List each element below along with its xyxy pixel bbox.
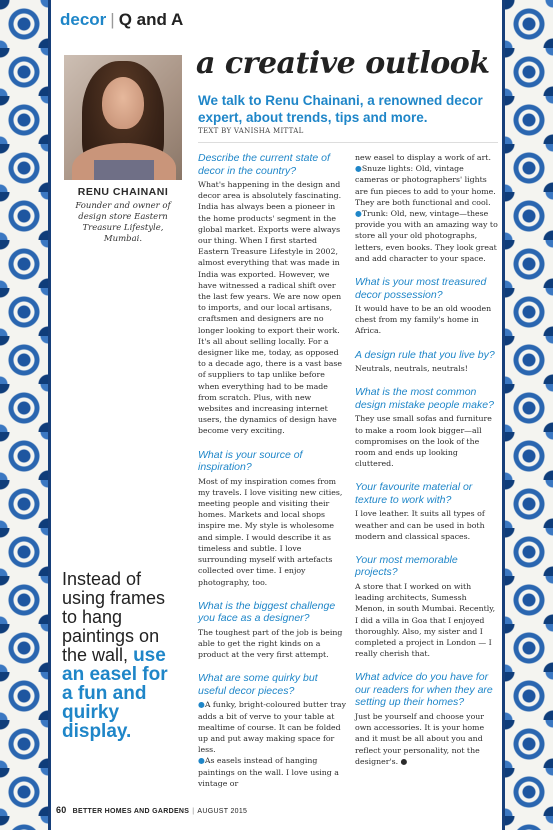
answer-bullet: ● Snuze lights: Old, vintage cameras or photographers' lights are fun pieces to add to your home. They are both functional and cool. xyxy=(355,163,498,208)
section-separator: | xyxy=(110,10,115,29)
answer: It would have to be an old wooden chest from my family's home in Africa. xyxy=(355,304,492,336)
answer: What's happening in the design and decor area is absolutely fascinating. India has always been a pioneer in the home products' segment in the global market. Exports were always our thing. When I first started Eastern Treasure Lifestyle in 2002, almost everything that was made in India was exported. However, we have witnessed a radical shift over the last few years. We are now open to imports, and our local artisans, craftsmen and designers are no longer looking to export their work. It's all about selling locally. For a designer like me, today, as opposed to a decade ago, there is a vast base of suppliers to tap unlike before when everything had to be made from scratch. Plus, with new websites and increasing internet users, the dynamics of design have become very exciting. xyxy=(198,180,343,436)
footer xyxy=(56,805,247,815)
answer: They use small sofas and furniture to make a room look bigger—all compromises on the look of the room and ends up looking cluttered. xyxy=(355,414,492,469)
answer-bullet: ● A funky, bright-coloured butter tray adds a bit of verve to your table at mealtime of course. It can be folded up and put away making space for less. xyxy=(198,699,346,755)
section-qa: Q and A xyxy=(118,10,184,29)
author-portrait xyxy=(64,55,182,180)
question: What is the most common design mistake people make? xyxy=(355,386,494,411)
question: Your most memorable projects? xyxy=(355,553,458,579)
answer: The toughest part of the job is being able to get the right kinds on a product at the very first attempt. xyxy=(198,627,343,660)
answer: Neutrals, neutrals, neutrals! xyxy=(355,364,468,374)
answer-bullet: ● As easels instead of hanging paintings on the wall. I love using a vintage or xyxy=(198,755,346,789)
question: A design rule that you live by? xyxy=(355,348,495,361)
answer-bullet: ● Trunk: Old, new, vintage—these provide you with an amazing way to store all your old photographs, letters, even books. They look great and add character to your space. xyxy=(355,208,498,264)
pull-quote xyxy=(62,570,180,741)
magazine-name: BETTER HOMES AND GARDENS xyxy=(72,808,190,815)
pull-quote-plain: Instead of using frames to hang paintings on the wall, xyxy=(62,569,166,665)
border-rule-left xyxy=(48,0,51,830)
question: What are some quirky but useful decor pieces? xyxy=(198,672,318,697)
question: Describe the current state of decor in the country? xyxy=(198,152,330,177)
answer-continued: new easel to display a work of art. xyxy=(355,153,491,162)
answer: Just be yourself and choose your own accessories. It is your home and it must be all about you and reflect your personality, not the designer's. ● xyxy=(355,711,485,766)
byline: TEXT BY VANISHA MITTAL xyxy=(198,127,304,135)
footer-separator: | xyxy=(192,808,195,815)
question: What is the biggest challenge you face as a designer? xyxy=(198,599,336,625)
byline-rule xyxy=(198,142,498,143)
author-name: RENU CHAINANI xyxy=(77,186,169,198)
question: What advice do you have for our readers for when they are setting up their homes? xyxy=(355,671,493,709)
section-tag xyxy=(60,10,183,30)
question: What is your source of inspiration? xyxy=(198,448,303,474)
section-decor: decor xyxy=(60,10,107,29)
deck: We talk to Renu Chainani, a renowned decor expert, about trends, tips and more. xyxy=(198,93,483,125)
page-number: 60 xyxy=(56,805,67,815)
pull-quote-highlight: use an easel for a fun and quirky display. xyxy=(62,645,168,742)
headline: a creative outlook xyxy=(196,46,490,81)
column-2 xyxy=(355,152,498,779)
decorative-border-right xyxy=(505,0,553,830)
column-1 xyxy=(198,152,346,801)
decorative-border-left xyxy=(0,0,48,830)
answer: A store that I worked on with leading architects, Sumessh Menon, in south Mumbai. Recently, I did a villa in Goa that I enjoyed thoroughly. Also, my sister and I completed a project in London — I really cherish that. xyxy=(355,581,496,659)
issue-date: AUGUST 2015 xyxy=(197,808,248,815)
question: Your favourite material or texture to work with? xyxy=(355,481,473,506)
question: What is your most treasured decor possession? xyxy=(355,276,487,301)
author-description: Founder and owner of design store Eastern Treasure Lifestyle, Mumbai. xyxy=(75,201,171,244)
answer: Most of my inspiration comes from my travels. I love visiting new cities, meeting people and visiting their homes. Markets and local shops inspire me. My style is wholesome and simple. I would describe it as timeless and subtle. I love surrounding myself with artefacts collected over time. I enjoy photography, too. xyxy=(198,476,343,587)
answer: I love leather. It suits all types of weather and can be used in both modern and classical spaces. xyxy=(355,509,485,541)
